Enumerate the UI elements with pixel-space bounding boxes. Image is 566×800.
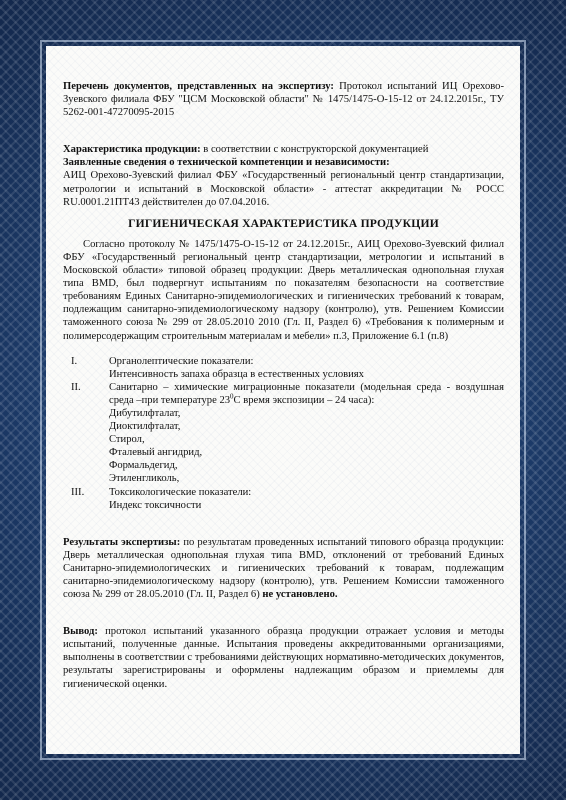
- competence-text: АИЦ Орехово-Зуевский филиал ФБУ «Государственный региональный центр стандартизации, метрологии и испытаний в Московской области» - аттестат аккредитации № РОСС RU.0001.21ПТ43 действителен до 07.04.2016.: [63, 170, 504, 208]
- section-organoleptic: [63, 355, 504, 381]
- characteristic-label: Характеристика продукции:: [63, 144, 201, 156]
- intro-paragraph: Согласно протоколу № 1475/1475-О-15-12 от 24.12.2015г., АИЦ Орехово-Зуевский филиал ФБУ «Государственный региональный центр стандартизации, метрологии и испытаний в Московской области» типовой образец продукции: Дверь металлическая однопольная глухая типа BMD, был подвергнут испытаниям по показателям безопасности на соответствие требованиям Единых Санитарно-эпидемиологических и гигиенических требований к товарам, подлежащим санитарно-эпидемиологическому надзору (контролю), утв. Решением Комиссии таможенного союза № 299 от 28.05.2010 2010 (Гл. II, Раздел 6) «Требования к полимерным и полимерсодержащим строительным материалам и мебели» п.3, Приложение 6.1 (п.8): [63, 238, 504, 342]
- documents-paragraph: [63, 80, 504, 119]
- section-number: I.: [71, 355, 78, 367]
- results-text: по результатам проведенных испытаний типового образца продукции: Дверь металлическая однопольная глухая типа BMD, отклонений от требований Единых Санитарно-эпидемиологических и гигиенических требований к товарам, подлежащим санитарно-эпидемиологическому надзору (контролю), утв. Решением Комиссии таможенного союза № 299 от 28.05.2010 (Гл. II, Раздел 6): [63, 536, 504, 601]
- conclusion-label: Вывод:: [63, 626, 98, 638]
- section-chemical: [63, 381, 504, 486]
- competence-label: Заявленные сведения о технической компетенции и независимости:: [63, 157, 390, 169]
- section-number: III.: [71, 486, 85, 498]
- list-item: Диоктилфталат,: [109, 421, 181, 433]
- document-page: [46, 46, 520, 754]
- results-tail: не установлено.: [262, 589, 338, 601]
- list-item: Стирол,: [109, 434, 145, 446]
- documents-label: Перечень документов, представленных на экспертизу:: [63, 81, 334, 92]
- section-toxicological: [63, 486, 504, 512]
- results-label: Результаты экспертизы:: [63, 536, 181, 548]
- list-item: Дибутилфталат,: [109, 407, 181, 419]
- conclusion-text: протокол испытаний указанного образца продукции отражает условия и методы испытаний, полученные данные. Испытания проведены аккредитованными организациями, выполнены в соответствии с требованиями действующих нормативно-методических документов, результаты зарегистрированы и оформлены надлежащим образом и приемлемы для гигиенической оценки.: [63, 626, 504, 690]
- list-item: Интенсивность запаха образца в естественных условиях: [109, 368, 364, 380]
- section-title: Органолептические показатели:: [109, 355, 254, 367]
- list-item: Формальдегид,: [109, 460, 178, 472]
- characteristic-text: в соответствии с конструкторской документацией: [200, 144, 429, 156]
- list-item: Фталевый ангидрид,: [109, 447, 203, 459]
- section-number: II.: [71, 381, 81, 393]
- list-item: Этиленгликоль,: [109, 473, 180, 485]
- list-item: Индекс токсичности: [109, 499, 202, 511]
- documents-text: Протокол испытаний ИЦ Орехово-Зуевского филиала ФБУ "ЦСМ Московской области" № 1475/1475-О-15-12 от 24.12.2015г., ТУ 5262-001-47270095-2015: [63, 81, 504, 119]
- section-title: Токсикологические показатели:: [109, 486, 252, 498]
- section-heading: ГИГИЕНИЧЕСКАЯ ХАРАКТЕРИСТИКА ПРОДУКЦИИ: [128, 216, 439, 230]
- section-title: Санитарно – химические миграционные показатели (модельная среда - воздушная среда –при температуре $23^0С$ время экспозиции – 24 часа):: [109, 381, 504, 406]
- results-paragraph: [63, 536, 504, 601]
- conclusion-paragraph: [63, 625, 504, 690]
- characteristic-paragraph: [63, 143, 504, 156]
